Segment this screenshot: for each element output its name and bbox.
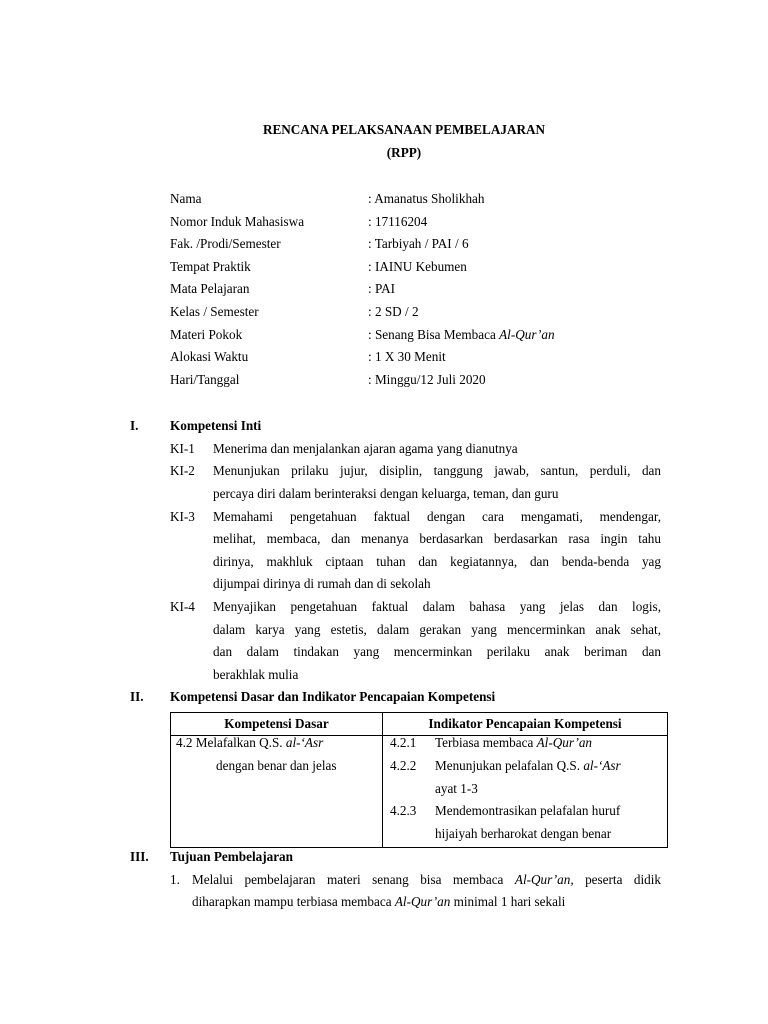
objective-text: minimal 1 hari sekali — [450, 894, 566, 909]
kd-text-italic: al-‘Asr — [285, 735, 324, 750]
identity-row — [170, 324, 670, 346]
ki-text-line: Menerima dan menjalankan ajaran agama yang dianutnya — [213, 441, 518, 456]
identity-value: : IAINU Kebumen — [368, 259, 467, 274]
indicator-number: 4.2.1 — [390, 735, 417, 750]
identity-value: : 17116204 — [368, 214, 428, 229]
identity-value: : Tarbiyah / PAI / 6 — [368, 236, 469, 251]
ki-text-line: berakhlak mulia — [213, 667, 299, 682]
objective-number: 1. — [170, 872, 180, 887]
section-title: Tujuan Pembelajaran — [170, 849, 293, 864]
indicator-text: Mendemontrasikan pelafalan huruf — [435, 803, 621, 818]
ki-code: KI-4 — [170, 599, 195, 614]
identity-row — [170, 211, 670, 233]
identity-label: Alokasi Waktu — [170, 349, 249, 364]
ki-text-line: melihat, membaca, dan menanya berdasarkan berdasarkan rasa ingin tahu — [213, 531, 661, 546]
indicator-text-line: ayat 1-3 — [435, 781, 478, 796]
identity-value: : 2 SD / 2 — [368, 304, 419, 319]
objective-text: peserta didik — [573, 872, 661, 887]
ki-text-line: Memahami pengetahuan faktual dengan cara mengamati, mendengar, — [213, 509, 661, 524]
ki-text-line: percaya diri dalam berinteraksi dengan keluarga, teman, dan guru — [213, 486, 559, 501]
identity-row — [170, 256, 670, 278]
objective-text: Melalui pembelajaran materi senang bisa membaca — [192, 872, 515, 887]
ki-text-line: Menyajikan pengetahuan faktual dalam bahasa yang jelas dan logis, — [213, 599, 661, 614]
identity-label: Kelas / Semester — [170, 304, 259, 319]
document-title: RENCANA PELAKSANAAN PEMBELAJARAN — [262, 122, 546, 137]
indicator-text-plain: Terbiasa membaca — [435, 735, 537, 750]
indicator-number: 4.2.3 — [390, 803, 417, 818]
indicator-text-italic: Al-Qur’an — [536, 735, 593, 750]
identity-row — [170, 369, 670, 391]
objective-text-italic: Al-Qur’an — [394, 894, 451, 909]
ki-text-line: dan dalam tindakan yang mencerminkan perilaku anak beriman dan — [213, 644, 661, 659]
identity-label: Nomor Induk Mahasiswa — [170, 214, 305, 229]
kd-item — [176, 735, 323, 751]
table-header-ipk: Indikator Pencapaian Kompetensi — [428, 716, 622, 731]
identity-row — [170, 188, 670, 210]
objective-text-italic: Al-Qur’an, — [514, 872, 574, 887]
identity-value: : PAI — [368, 281, 395, 296]
identity-value-italic: Al-Qur’an — [499, 327, 555, 342]
identity-value: : Minggu/12 Juli 2020 — [368, 372, 486, 387]
identity-value — [368, 324, 555, 346]
indicator-text — [435, 735, 592, 751]
kd-text-line: dengan benar dan jelas — [216, 758, 337, 773]
objective-text: diharapkan mampu terbiasa membaca — [192, 894, 395, 909]
identity-row — [170, 278, 670, 300]
section-title: Kompetensi Dasar dan Indikator Pencapaian Kompetensi — [170, 689, 496, 704]
identity-label: Materi Pokok — [170, 327, 243, 342]
objective-text-line — [192, 872, 661, 888]
indicator-text-italic: al-‘Asr — [583, 758, 621, 773]
section-number: III. — [130, 849, 149, 864]
identity-label: Tempat Praktik — [170, 259, 251, 274]
ki-text-line: dijumpai dirinya di rumah dan di sekolah — [213, 576, 431, 591]
objective-text-line — [192, 894, 661, 910]
identity-label: Mata Pelajaran — [170, 281, 250, 296]
indicator-text-line: hijaiyah berharokat dengan benar — [435, 826, 612, 841]
ki-code: KI-1 — [170, 441, 195, 456]
identity-label: Fak. /Prodi/Semester — [170, 236, 281, 251]
identity-row — [170, 346, 670, 368]
document-subtitle: (RPP) — [386, 145, 422, 160]
identity-label: Hari/Tanggal — [170, 372, 240, 387]
identity-value: : 1 X 30 Menit — [368, 349, 446, 364]
ki-text-line: Menunjukan prilaku jujur, disiplin, tanggung jawab, santun, perduli, dan — [213, 463, 661, 478]
kd-text: 4.2 Melafalkan Q.S. — [176, 735, 286, 750]
indicator-number: 4.2.2 — [390, 758, 417, 773]
identity-row — [170, 301, 670, 323]
ki-code: KI-2 — [170, 463, 195, 478]
identity-label: Nama — [170, 191, 202, 206]
ki-text-line: dalam karya yang estetis, dalam gerakan yang mencerminkan anak sehat, — [213, 622, 661, 637]
table-header-kd: Kompetensi Dasar — [224, 716, 329, 731]
identity-value-text: : Senang Bisa Membaca — [368, 327, 500, 342]
ki-text-line: dirinya, makhluk ciptaan tuhan dan kegiatannya, dan benda-benda yag — [213, 554, 661, 569]
identity-row — [170, 233, 670, 255]
section-title: Kompetensi Inti — [170, 418, 262, 433]
identity-value: : Amanatus Sholikhah — [368, 191, 485, 206]
indicator-text — [435, 758, 621, 774]
ki-code: KI-3 — [170, 509, 195, 524]
section-number: I. — [130, 418, 139, 433]
indicator-text-plain: Menunjukan pelafalan Q.S. — [435, 758, 584, 773]
section-number: II. — [130, 689, 144, 704]
competency-table — [170, 712, 668, 848]
